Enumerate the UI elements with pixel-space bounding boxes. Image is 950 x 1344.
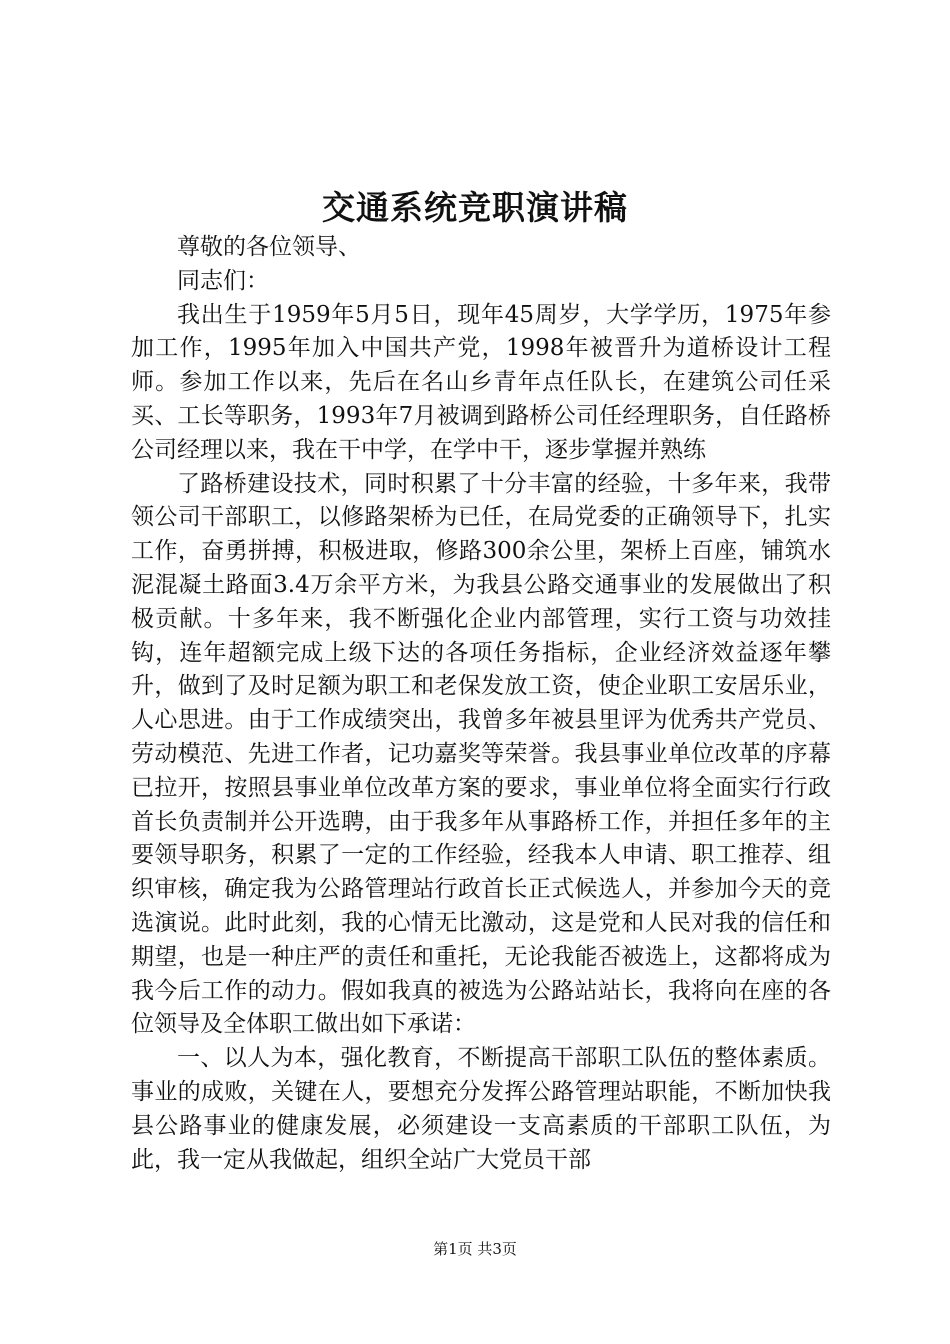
body-paragraph: 了路桥建设技术，同时积累了十分丰富的经验，十多年来，我带领公司干部职工，以修路架桥为已任，在局党委的正确领导下，扎实工作，奋勇拼搏，积极进取，修路300余公里，架桥上百座，铺筑水泥混凝土路面3.4万余平方米，为我县公路交通事业的发展做出了积极贡献。十多年来，我不断强化企业内部管理，实行工资与功效挂钩，连年超额完成上级下达的各项任务指标，企业经济效益逐年攀升，做到了及时足额为职工和老保发放工资，使企业职工安居乐业，人心思进。由于工作成绩突出，我曾多年被县里评为优秀共产党员、劳动模范、先进工作者，记功嘉奖等荣誉。我县事业单位改革的序幕已拉开，按照县事业单位改革方案的要求，事业单位将全面实行行政首长负责制并公开选聘，由于我多年从事路桥工作，并担任多年的主要领导职务，积累了一定的工作经验，经我本人申请、职工推荐、组织审核，确定我为公路管理站行政首长正式候选人，并参加今天的竞选演说。此时此刻，我的心情无比激动，这是党和人民对我的信任和期望，也是一种庄严的责任和重托，无论我能否被选上，这都将成为我今后工作的动力。假如我真的被选为公路站站长，我将向在座的各位领导及全体职工做出如下承诺：	[131, 470, 831, 1038]
document-body	[131, 231, 831, 1177]
body-paragraph: 一、以人为本，强化教育，不断提高干部职工队伍的整体素质。事业的成败，关键在人，要想充分发挥公路管理站职能，不断加快我县公路事业的健康发展，必须建设一支高素质的干部职工队伍，为此，我一定从我做起，组织全站广大党员干部	[131, 1045, 831, 1173]
page-footer: 第1页 共3页	[433, 1240, 517, 1258]
salutation-line: 尊敬的各位领导、	[177, 234, 361, 260]
document-title: 交通系统竞职演讲稿	[322, 188, 628, 227]
body-paragraph: 我出生于1959年5月5日，现年45周岁，大学学历，1975年参加工作，1995年加入中国共产党，1998年被晋升为道桥设计工程师。参加工作以来，先后在名山乡青年点任队长，在建筑公司任采买、工长等职务，1993年7月被调到路桥公司任经理职务，自任路桥公司经理以来，我在干中学，在学中干，逐步掌握并熟练	[131, 301, 831, 463]
salutation-line: 同志们：	[177, 267, 269, 294]
